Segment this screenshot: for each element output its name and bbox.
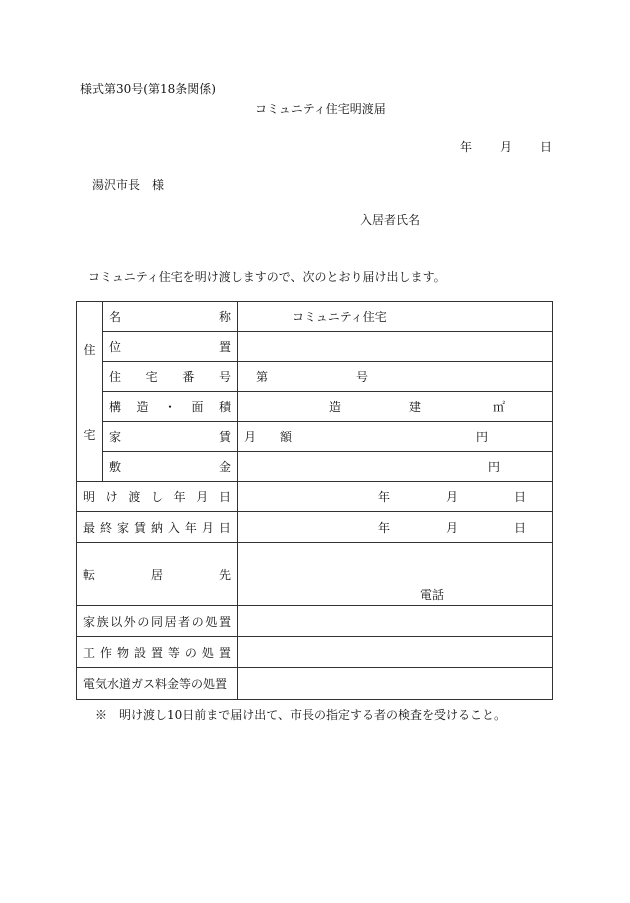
label-char: ・: [163, 400, 176, 414]
label-char: 転: [83, 567, 96, 582]
label-char: 敷: [109, 460, 122, 474]
table-row-vacate-date: [77, 482, 553, 512]
label-char: 族: [96, 614, 109, 629]
structures-label: [77, 637, 238, 668]
label-char: 渡: [128, 490, 141, 504]
label-char: 住: [109, 370, 122, 384]
rent-monthly-char: 月: [244, 430, 257, 444]
date-day-label: 日: [539, 140, 552, 154]
table-row-new-address: [77, 543, 553, 606]
table-row-structure: [77, 392, 553, 422]
label-char: 処: [201, 645, 214, 660]
label-char: 置: [150, 645, 163, 660]
side-char: 宅: [83, 427, 96, 442]
label-char: 外: [123, 614, 136, 629]
label-char: 処: [205, 614, 218, 629]
table-row-housing-number: [77, 362, 553, 392]
label-char: 納: [150, 520, 163, 535]
structure-floors-suffix: 建: [409, 400, 422, 414]
vacate-year: 年: [378, 490, 391, 504]
label-char: 終: [99, 520, 112, 535]
label-char: 先: [218, 567, 231, 582]
deposit-value[interactable]: [238, 452, 553, 482]
label-char: 家: [83, 614, 96, 629]
table-row-deposit: [77, 452, 553, 482]
housing-number-suffix: 号: [356, 370, 369, 384]
form-number: 様式第30号(第18条関係): [80, 82, 216, 96]
location-label: [103, 332, 238, 362]
label-char: 月: [196, 490, 209, 504]
label-char: 号: [218, 370, 231, 384]
date-month-label: 月: [499, 140, 512, 154]
label-char: け: [105, 490, 118, 504]
table-row-utilities: [77, 668, 553, 700]
label-char: 積: [218, 400, 231, 414]
label-char: し: [150, 490, 163, 504]
label-char: 年: [173, 490, 186, 504]
new-address-value[interactable]: [238, 543, 553, 606]
table-row-last-rent-date: [77, 512, 553, 543]
footnote: ※ 明け渡し10日前まで届け出て、市長の指定する者の検査を受けること。: [95, 708, 507, 722]
label-char: の: [191, 614, 204, 629]
label-char: 居: [164, 614, 177, 629]
name-label: [103, 302, 238, 332]
name-value: コミュニティ住宅: [238, 302, 553, 332]
table-row-structures: [77, 637, 553, 668]
housing-number-prefix: 第: [256, 370, 269, 384]
rent-monthly-char: 額: [280, 430, 293, 444]
label-char: 物: [116, 645, 129, 660]
label-char: 者: [178, 614, 191, 629]
label-char: 日: [218, 490, 231, 504]
label-char: 設: [133, 645, 146, 660]
structures-value[interactable]: [238, 637, 553, 668]
housing-side-label: [77, 302, 103, 482]
utilities-value[interactable]: [238, 668, 553, 700]
intro-sentence: コミュニティ住宅を明け渡しますので、次のとおり届け出します。: [88, 270, 446, 284]
rent-yen: 円: [476, 430, 489, 444]
utilities-label: 電気水道ガス料金等の処置: [77, 668, 238, 700]
form-title: コミュニティ住宅明渡届: [255, 102, 386, 116]
label-char: 位: [109, 340, 122, 354]
label-char: の: [137, 614, 150, 629]
non-family-label: [77, 606, 238, 637]
label-char: 日: [218, 520, 231, 535]
label-char: 賃: [218, 430, 231, 444]
rent-label: [103, 422, 238, 452]
last-rent-day: 日: [514, 520, 527, 535]
label-char: 最: [83, 520, 96, 535]
last-rent-date-label: [77, 512, 238, 543]
resident-name-label: 入居者氏名: [360, 213, 421, 227]
label-char: 明: [83, 490, 96, 504]
new-address-label: [77, 543, 238, 606]
table-row-location: [77, 332, 553, 362]
vacate-date-label: [77, 482, 238, 512]
non-family-value[interactable]: [238, 606, 553, 637]
label-char: 称: [218, 310, 231, 324]
last-rent-year: 年: [378, 520, 391, 535]
table-row-non-family: [77, 606, 553, 637]
label-char: 面: [191, 400, 204, 414]
label-char: 家: [116, 520, 129, 535]
housing-number-label: [103, 362, 238, 392]
structure-label: [103, 392, 238, 422]
last-rent-month: 月: [446, 520, 459, 535]
table-row-rent: [77, 422, 553, 452]
phone-label: 電話: [420, 588, 445, 602]
label-char: 番: [182, 370, 195, 384]
table-row-name: [77, 302, 553, 332]
deposit-label: [103, 452, 238, 482]
label-char: 賃: [133, 520, 146, 535]
label-char: 金: [218, 460, 231, 474]
rent-value[interactable]: [238, 422, 553, 452]
label-char: 家: [109, 430, 122, 444]
label-char: 同: [150, 614, 163, 629]
label-char: の: [184, 645, 197, 660]
housing-number-value[interactable]: [238, 362, 553, 392]
label-char: 作: [99, 645, 112, 660]
structure-type-suffix: 造: [329, 400, 342, 414]
label-char: 名: [109, 310, 122, 324]
structure-value[interactable]: [238, 392, 553, 422]
label-char: 工: [83, 645, 96, 660]
side-char: 住: [83, 342, 96, 357]
vacate-month: 月: [446, 490, 459, 504]
last-rent-date-value[interactable]: [238, 512, 553, 543]
deposit-yen: 円: [488, 460, 501, 474]
vacate-day: 日: [514, 490, 527, 504]
label-char: 月: [201, 520, 214, 535]
label-char: 置: [218, 614, 231, 629]
vacate-form-table: [76, 301, 553, 700]
date-year-label: 年: [460, 140, 473, 154]
label-char: 以: [110, 614, 123, 629]
label-char: 宅: [145, 370, 158, 384]
location-value[interactable]: [238, 332, 553, 362]
area-unit: ㎡: [493, 400, 506, 414]
label-char: 居: [150, 567, 163, 582]
label-char: 等: [167, 645, 180, 660]
label-char: 置: [218, 645, 231, 660]
date-line: [460, 138, 552, 155]
label-char: 置: [218, 340, 231, 354]
vacate-date-value[interactable]: [238, 482, 553, 512]
label-char: 入: [167, 520, 180, 535]
label-char: 造: [136, 400, 149, 414]
label-char: 構: [109, 400, 122, 414]
label-char: 年: [184, 520, 197, 535]
addressee: 湯沢市長 様: [92, 178, 165, 192]
